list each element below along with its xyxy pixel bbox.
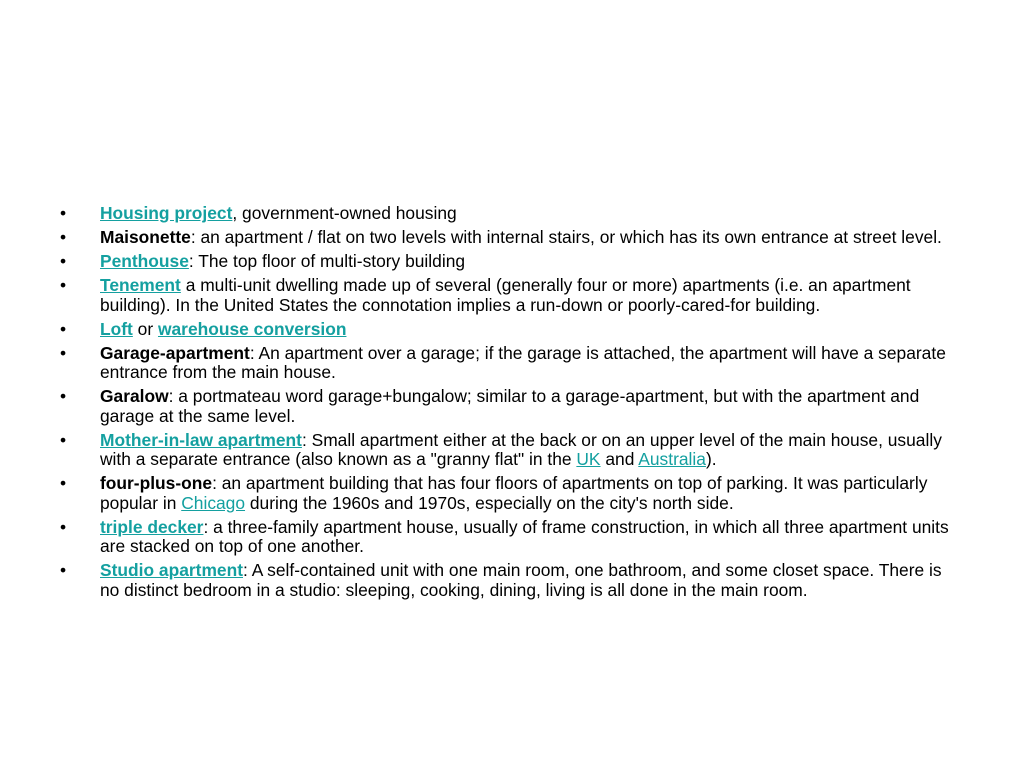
bullet-icon: • bbox=[60, 386, 67, 406]
description-text: : an apartment building that has four floors of apartments on top of parking. It was particularly popular in bbox=[100, 473, 928, 513]
term-link[interactable]: warehouse conversion bbox=[157, 318, 347, 339]
description-text: a multi-unit dwelling made up of several (generally four or more) apartments (i.e. an apartment building). In the United States the connotation implies a run-down or poorly-cared-for building. bbox=[100, 275, 911, 315]
bullet-icon: • bbox=[60, 275, 67, 295]
description-text: , government-owned housing bbox=[232, 203, 457, 223]
description-text: : Small apartment either at the back or on an upper level of the main house, usually with a separate entrance (also known as a "granny flat" in the bbox=[100, 429, 942, 469]
list-item bbox=[60, 204, 965, 224]
bullet-icon: • bbox=[60, 203, 67, 223]
inline-link[interactable]: UK bbox=[576, 449, 601, 469]
bullet-icon: • bbox=[60, 342, 67, 363]
list-item bbox=[60, 228, 965, 248]
term-link[interactable]: Loft bbox=[100, 318, 133, 339]
bullet-icon: • bbox=[60, 473, 67, 493]
inline-link[interactable]: Chicago bbox=[181, 492, 246, 513]
term-link[interactable]: Housing project bbox=[100, 203, 233, 223]
inline-link[interactable]: Australia bbox=[638, 449, 706, 469]
description-text: ). bbox=[705, 449, 717, 469]
list-item bbox=[60, 320, 965, 340]
bullet-icon: • bbox=[60, 251, 67, 271]
term-link[interactable]: Tenement bbox=[100, 275, 181, 295]
list-item bbox=[60, 387, 965, 426]
bullet-icon: • bbox=[60, 516, 67, 537]
description-text: or bbox=[132, 318, 158, 339]
bullet-icon: • bbox=[60, 227, 67, 247]
description-text: : an apartment / flat on two levels with internal stairs, or which has its own entrance at street level. bbox=[190, 227, 942, 247]
term-label: Maisonette bbox=[100, 227, 191, 247]
term-link[interactable]: Penthouse bbox=[100, 251, 189, 271]
term-label: four-plus-one bbox=[100, 473, 213, 493]
description-text: : The top floor of multi-story building bbox=[188, 251, 466, 271]
list-item bbox=[60, 561, 965, 600]
term-label: Garalow bbox=[100, 386, 169, 406]
description-text: : a portmateau word garage+bungalow; similar to a garage-apartment, but with the apartment and garage at the same level. bbox=[100, 386, 920, 426]
description-text: during the 1960s and 1970s, especially on the city's north side. bbox=[245, 492, 734, 513]
list-item bbox=[60, 431, 965, 470]
bullet-icon: • bbox=[60, 429, 67, 450]
list-item bbox=[60, 474, 965, 513]
bullet-icon: • bbox=[60, 560, 67, 580]
description-text: : An apartment over a garage; if the garage is attached, the apartment will have a separate entrance from the main house. bbox=[100, 342, 946, 382]
description-text: : a three-family apartment house, usually of frame construction, in which all three apartment units are stacked on top of one another. bbox=[100, 516, 949, 556]
apartment-types-list bbox=[60, 204, 965, 605]
term-link[interactable]: Mother-in-law apartment bbox=[100, 429, 302, 450]
list-item bbox=[60, 518, 965, 557]
term-link[interactable]: triple decker bbox=[100, 516, 204, 537]
list-item bbox=[60, 344, 965, 383]
term-link[interactable]: Studio apartment bbox=[100, 560, 243, 580]
list-item bbox=[60, 276, 965, 315]
description-text: : A self-contained unit with one main room, one bathroom, and some closet space. There is no distinct bedroom in a studio: sleeping, cooking, dining, living is all done in the main room. bbox=[100, 560, 942, 600]
description-text: and bbox=[600, 449, 639, 469]
bullet-icon: • bbox=[60, 318, 67, 339]
list-item bbox=[60, 252, 965, 272]
term-label: Garage-apartment bbox=[100, 342, 250, 363]
